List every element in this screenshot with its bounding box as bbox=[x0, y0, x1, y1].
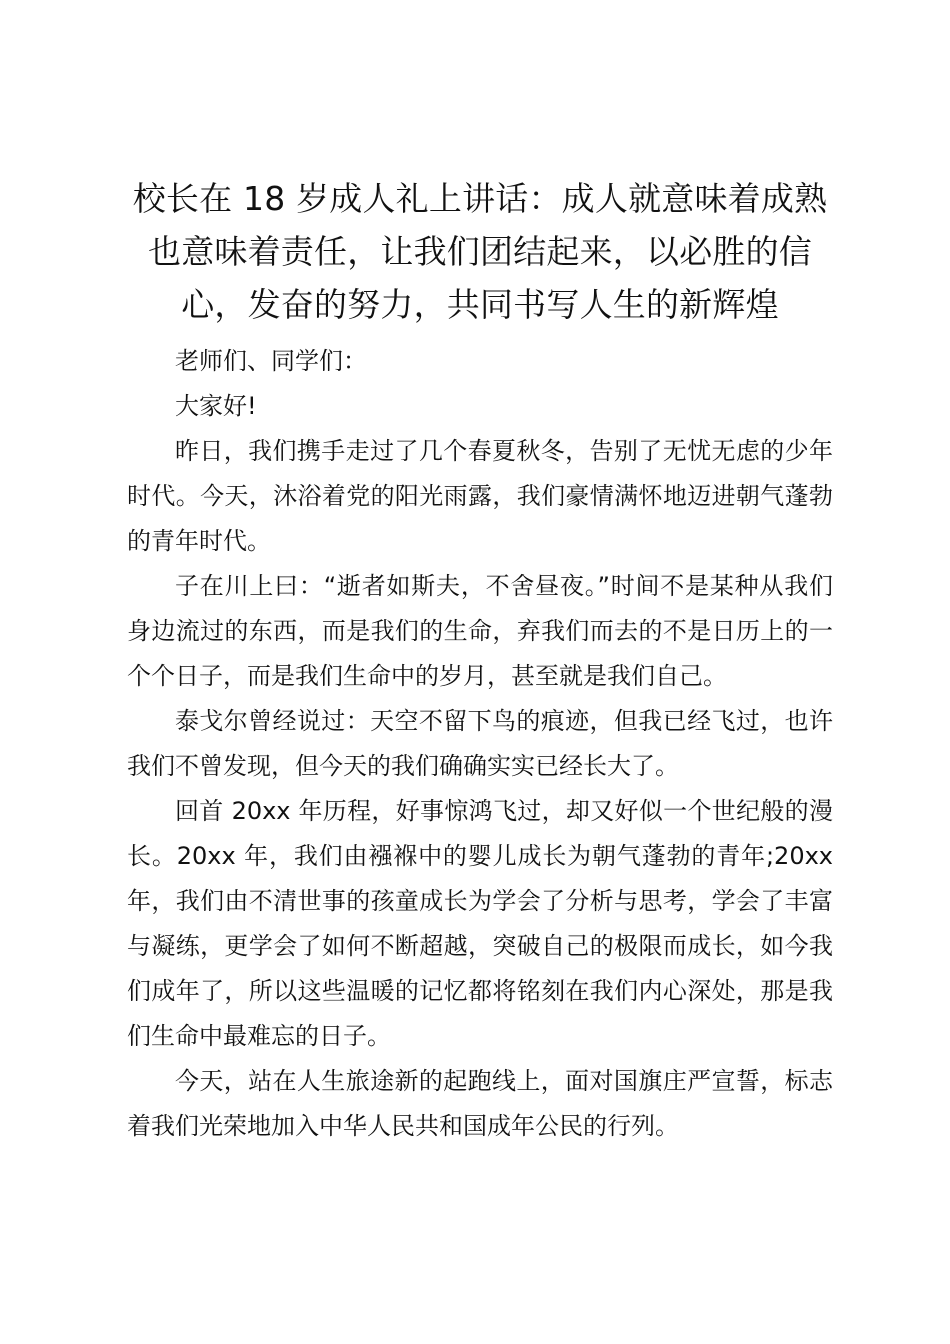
paragraph-body: 今天，站在人生旅途新的起跑线上，面对国旗庄严宣誓，标志着我们光荣地加入中华人民共和国成年公民的行列。 bbox=[127, 1067, 833, 1140]
document-title: 校长在 18 岁成人礼上讲话：成人就意味着成熟也意味着责任，让我们团结起来，以必胜的信心，发奋的努力，共同书写人生的新辉煌 bbox=[132, 179, 828, 324]
paragraph-body: 昨日，我们携手走过了几个春夏秋冬，告别了无忧无虑的少年时代。今天，沐浴着党的阳光雨露，我们豪情满怀地迈进朝气蓬勃的青年时代。 bbox=[127, 437, 833, 555]
paragraph-body: 回首 20xx 年历程，好事惊鸿飞过，却又好似一个世纪般的漫长。20xx 年，我们由襁褓中的婴儿成长为朝气蓬勃的青年;20xx 年，我们由不清世事的孩童成长为学会了分析与思考，学会了丰富与凝练，更学会了如何不断超越，突破自己的极限而成长，如今我们成年了，所以这些温暖的记忆都将铭刻在我们内心深处，那是我们生命中最难忘的日子。 bbox=[127, 797, 833, 1050]
paragraph-greeting: 大家好! bbox=[175, 392, 257, 420]
paragraph-body: 子在川上曰：“逝者如斯夫，不舍昼夜。”时间不是某种从我们身边流过的东西，而是我们的生命，弃我们而去的不是日历上的一个个日子，而是我们生命中的岁月，甚至就是我们自己。 bbox=[127, 572, 833, 690]
paragraph-salutation: 老师们、同学们： bbox=[175, 347, 367, 375]
document-page bbox=[127, 172, 833, 1149]
paragraph-body: 泰戈尔曾经说过：天空不留下鸟的痕迹，但我已经飞过，也许我们不曾发现，但今天的我们确确实实已经长大了。 bbox=[127, 707, 833, 780]
